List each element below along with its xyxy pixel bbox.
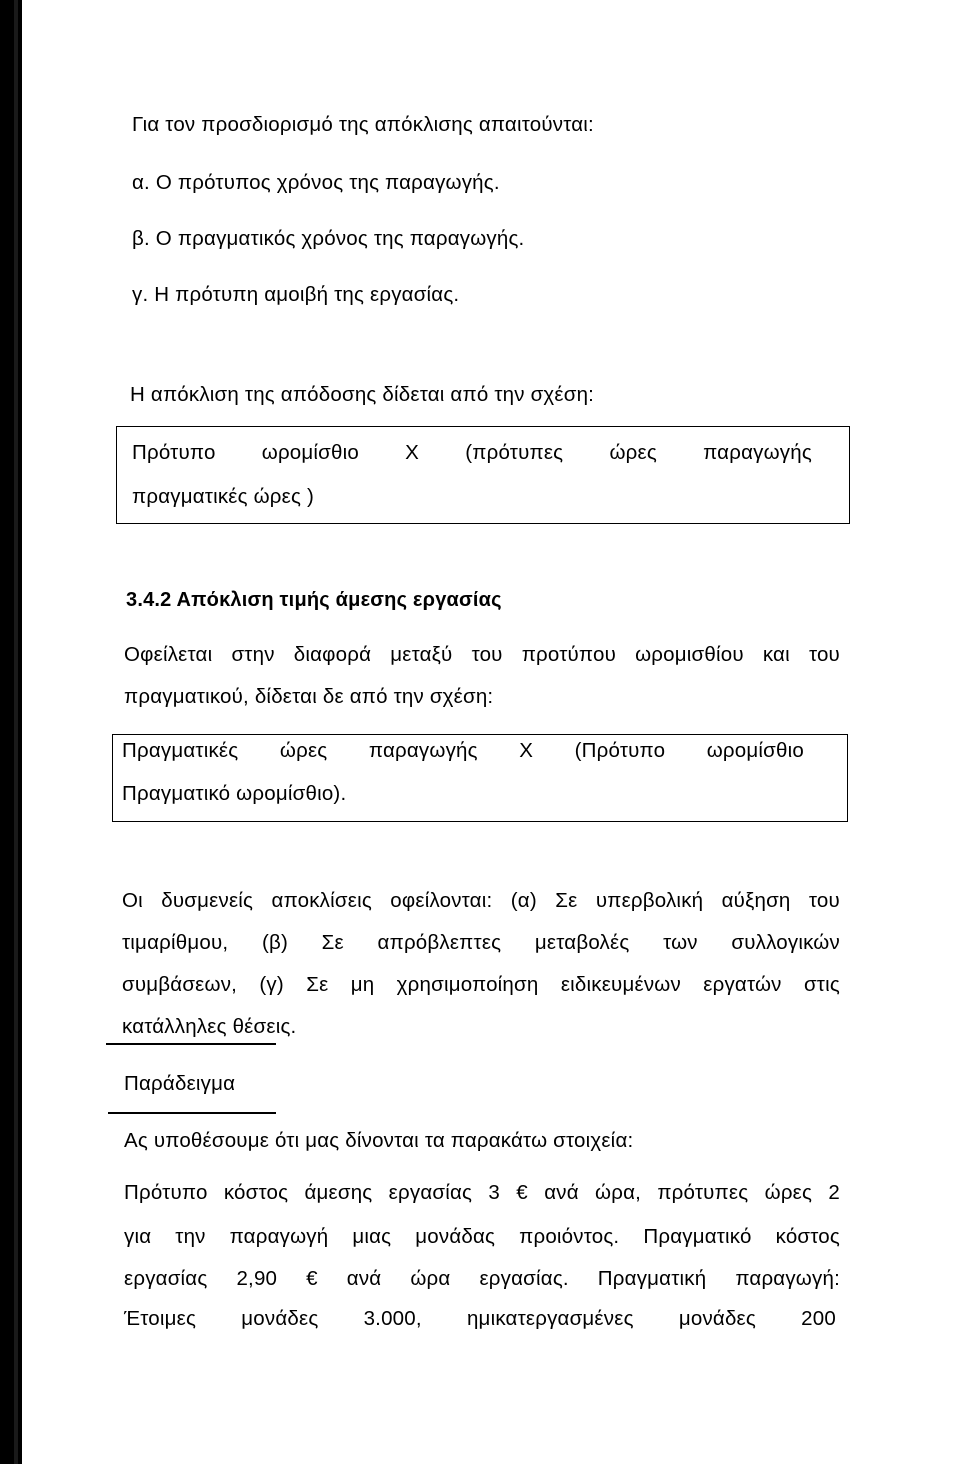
example-line3 — [124, 1266, 840, 1292]
document-page — [22, 0, 970, 1464]
example-word: Πρότυπο — [124, 1181, 208, 1204]
unfav-word: αποκλίσεις — [271, 889, 372, 912]
example-line2 — [124, 1224, 840, 1250]
example-word: προιόντος. — [519, 1225, 620, 1248]
example-line1 — [124, 1180, 840, 1206]
example-assume: Ας υποθέσουμε ότι μας δίνονται τα παρακάτω στοιχεία: — [124, 1129, 634, 1152]
example-word: μονάδες — [241, 1307, 319, 1330]
example-word: μονάδας — [415, 1225, 496, 1248]
unfav-word: συλλογικών — [731, 931, 840, 954]
unfav-word: υπερβολική — [595, 889, 704, 912]
unfavorable-line1 — [122, 888, 840, 914]
example-word: μονάδες — [678, 1307, 756, 1330]
intro-line: Για τον προσδιορισμό της απόκλισης απαιτούνται: — [132, 113, 594, 136]
formula1-word: ώρες — [609, 441, 657, 464]
example-word: εργασίας — [124, 1267, 208, 1290]
unfav-word: μη — [350, 973, 375, 996]
example-word: Πραγματική — [597, 1267, 707, 1290]
example-word: την — [175, 1225, 206, 1248]
unfav-word: στις — [803, 973, 840, 996]
section-para-line2: πραγματικού, δίδεται δε από την σχέση: — [124, 685, 494, 708]
formula2-word: Πραγματικές — [122, 739, 239, 762]
example-word: 2 — [828, 1181, 840, 1204]
unfav-word: απρόβλεπτες — [377, 931, 502, 954]
unfav-word: των — [663, 931, 698, 954]
formula1-word: Πρότυπο — [132, 441, 216, 464]
example-word: ανά — [544, 1181, 579, 1204]
unfav-word: Οι — [122, 889, 143, 912]
example-word: άμεσης — [304, 1181, 373, 1204]
example-word: 3 — [488, 1181, 501, 1204]
formula2-word: (Πρότυπο — [574, 739, 666, 762]
unfavorable-line2 — [122, 930, 840, 956]
formula1-line2: πραγματικές ώρες ) — [132, 485, 314, 508]
para-word: προτύπου — [521, 643, 616, 666]
example-word: ημικατεργασμένες — [466, 1307, 634, 1330]
example-bottom-rule — [108, 1112, 276, 1114]
unfav-word: εργατών — [703, 973, 782, 996]
example-word: κόστος — [223, 1181, 289, 1204]
example-word: € — [516, 1181, 528, 1204]
unfav-word: Σε — [555, 889, 578, 912]
example-word: € — [306, 1267, 318, 1290]
list-item-b: β. Ο πραγματικός χρόνος της παραγωγής. — [132, 227, 525, 250]
formula1-word: παραγωγής — [703, 441, 812, 464]
unfav-word: τιμαρίθμου, — [122, 931, 229, 954]
unfav-word: (α) — [510, 889, 537, 912]
unfav-word: συμβάσεων, — [122, 973, 238, 996]
example-label: Παράδειγμα — [124, 1072, 236, 1095]
example-word: Πραγματικό — [643, 1225, 752, 1248]
example-word: ώρα, — [595, 1181, 642, 1204]
example-word: παραγωγή: — [735, 1267, 840, 1290]
para-word: μεταξύ — [390, 643, 453, 666]
example-line4 — [124, 1306, 836, 1332]
formula1-word: (πρότυπες — [465, 441, 564, 464]
unfav-word: οφείλονται: — [390, 889, 493, 912]
section-para-line1 — [124, 642, 840, 668]
formula2-word: παραγωγής — [368, 739, 478, 762]
unfav-word: ειδικευμένων — [560, 973, 681, 996]
example-word: πρότυπες — [657, 1181, 749, 1204]
para-word: του — [808, 643, 840, 666]
para-word: στην — [231, 643, 275, 666]
example-word: παραγωγή — [229, 1225, 329, 1248]
para-word: ωρομισθίου — [635, 643, 744, 666]
formula1-word: ωρομίσθιο — [261, 441, 359, 464]
formula2-word: ώρες — [279, 739, 328, 762]
formula2-line1 — [122, 738, 804, 764]
example-word: ώρες — [764, 1181, 813, 1204]
list-item-c: γ. Η πρότυπη αμοιβή της εργασίας. — [132, 283, 460, 306]
scan-edge-line — [14, 0, 18, 1464]
formula1-line1 — [132, 440, 812, 466]
example-word: 2,90 — [236, 1267, 278, 1290]
list-item-a: α. Ο πρότυπος χρόνος της παραγωγής. — [132, 171, 500, 194]
unfav-word: Σε — [321, 931, 344, 954]
unfavorable-line3 — [122, 972, 840, 998]
para-word: διαφορά — [293, 643, 372, 666]
formula2-line2: Πραγματικό ωρομίσθιο). — [122, 782, 347, 805]
unfavorable-line4: κατάλληλες θέσεις. — [122, 1015, 297, 1038]
formula2-word: ωρομίσθιο — [706, 739, 804, 762]
example-word: 3.000, — [363, 1307, 422, 1330]
para-word: του — [471, 643, 503, 666]
example-word: μιας — [352, 1225, 392, 1248]
para-word: Οφείλεται — [124, 643, 213, 666]
example-word: εργασίας — [388, 1181, 473, 1204]
unfav-word: χρησιμοποίηση — [396, 973, 539, 996]
relation-intro: Η απόκλιση της απόδοσης δίδεται από την σχέση: — [130, 383, 595, 406]
example-word: κόστος — [775, 1225, 840, 1248]
example-word: 200 — [801, 1307, 836, 1330]
example-word: Έτοιμες — [124, 1307, 197, 1330]
example-word: για — [124, 1225, 152, 1248]
formula1-word: Χ — [405, 441, 420, 464]
example-word: εργασίας. — [479, 1267, 569, 1290]
section-heading: 3.4.2 Απόκλιση τιμής άμεσης εργασίας — [126, 589, 502, 611]
unfav-word: (β) — [261, 931, 288, 954]
unfav-word: δυσμενείς — [161, 889, 254, 912]
unfav-word: αύξηση — [721, 889, 791, 912]
example-top-rule — [106, 1043, 276, 1045]
unfav-word: Σε — [306, 973, 329, 996]
unfav-word: μεταβολές — [534, 931, 630, 954]
example-word: ανά — [346, 1267, 382, 1290]
unfav-word: (γ) — [259, 973, 284, 996]
para-word: και — [762, 643, 790, 666]
example-word: ώρα — [410, 1267, 451, 1290]
unfav-word: του — [808, 889, 840, 912]
formula2-word: Χ — [519, 739, 534, 762]
